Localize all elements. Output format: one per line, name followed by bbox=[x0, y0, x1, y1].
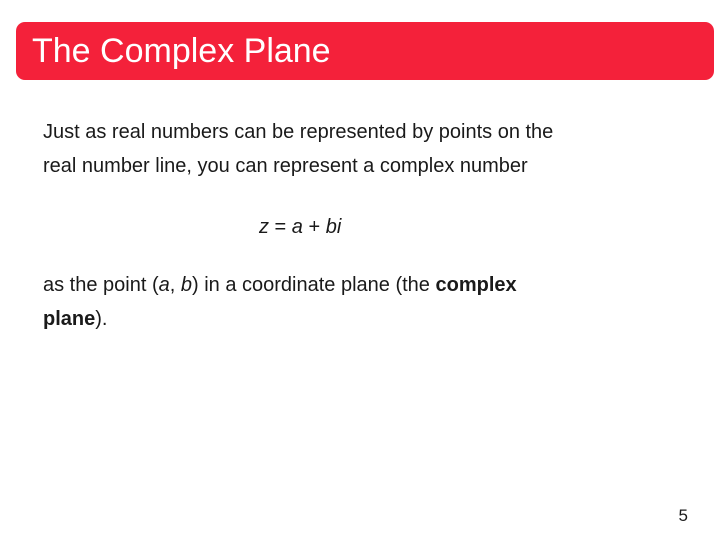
point-line-2 bbox=[43, 302, 517, 336]
equation-equals: = bbox=[269, 216, 292, 238]
equation-bi: bi bbox=[325, 216, 342, 238]
point-line-1 bbox=[43, 268, 517, 302]
intro-line-2: real number line, you can represent a complex number bbox=[43, 155, 528, 177]
point-text-start: as the point ( bbox=[43, 274, 159, 296]
equation-z: z bbox=[259, 216, 269, 238]
term-complex: complex bbox=[435, 274, 517, 296]
point-a: a bbox=[158, 274, 170, 296]
intro-line-1: Just as real numbers can be represented by points on the bbox=[43, 121, 554, 143]
equation-a: a bbox=[291, 216, 303, 238]
point-b: b bbox=[180, 274, 192, 296]
page-number: 5 bbox=[678, 506, 688, 525]
complex-number-equation bbox=[259, 210, 341, 244]
intro-paragraph bbox=[43, 115, 553, 183]
equation-plus: + bbox=[302, 216, 326, 238]
point-paragraph bbox=[43, 268, 517, 336]
point-text-end: ). bbox=[95, 308, 108, 330]
point-comma: , bbox=[169, 274, 181, 296]
term-plane: plane bbox=[43, 308, 96, 330]
slide-title: The Complex Plane bbox=[32, 32, 331, 70]
point-text-middle: ) in a coordinate plane (the bbox=[192, 274, 436, 296]
title-bar bbox=[16, 22, 714, 80]
